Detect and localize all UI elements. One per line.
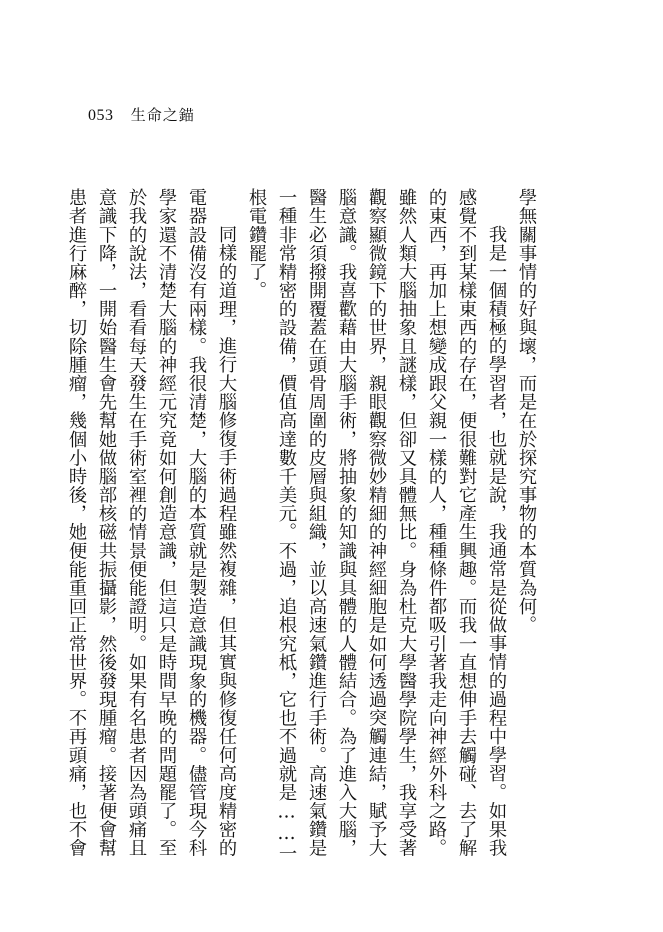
running-header	[88, 104, 195, 125]
text-column: 根電鑽罷了。	[246, 188, 267, 300]
vertical-text-body	[66, 188, 538, 863]
text-column: 患者進行麻醉，切除腫瘤，幾個小時後，她便能重回正常世界。不再頭痛，也不會	[66, 188, 87, 858]
text-column: 意識下降，一開始醫生會先幫她做腦部核磁共振攝影，然後發現腫瘤。接著便會幫	[96, 188, 117, 858]
page-number: 053	[88, 107, 114, 124]
text-column: 一種非常精密的設備，價值高達數千美元。不過，追根究柢，它也不過就是……一	[276, 188, 297, 863]
text-column: 於我的說法，看看每天發生在手術室裡的情景便能證明。如果有名患者因為頭痛且	[126, 188, 147, 858]
text-column: 感覺不到某樣東西的存在，便很難對它產生興趣。而我一直想伸手去觸碰、去了解	[456, 188, 477, 858]
text-column: 觀察顯微鏡下的世界，親眼觀察微妙精細的神經細胞是如何透過突觸連結，賦予大	[366, 188, 387, 858]
text-column: 雖然人類大腦抽象且謎樣，但卻又具體無比。身為杜克大學醫學院學生，我享受著	[396, 188, 417, 858]
text-column: 的東西，再加上想變成跟父親一樣的人，種種條件都吸引著我走向神經外科之路。	[426, 188, 447, 858]
text-column: 電器設備沒有兩樣。我很清楚，大腦的本質就是製造意識現象的機器。儘管現今科	[186, 188, 207, 858]
text-column: 我是一個積極的學習者，也就是說，我通常是從做事情的過程中學習。如果我	[486, 225, 507, 858]
text-column: 醫生必須撥開覆蓋在頭骨周圍的皮層與組織，並以高速氣鑽進行手術。高速氣鑽是	[306, 188, 327, 858]
text-column: 學無關事情的好與壞，而是在於探究事物的本質為何。	[516, 188, 537, 635]
text-column: 同樣的道理，進行大腦修復手術過程雖然複雜，但其實與修復任何高度精密的	[216, 225, 237, 858]
text-column: 腦意識。我喜歡藉由大腦手術，將抽象的知識與具體的人體結合。為了進入大腦，	[336, 188, 357, 858]
book-title: 生命之錨	[130, 106, 195, 124]
text-column: 學家還不清楚大腦的神經元究竟如何創造意識，但這只是時間早晚的問題罷了。至	[156, 188, 177, 858]
